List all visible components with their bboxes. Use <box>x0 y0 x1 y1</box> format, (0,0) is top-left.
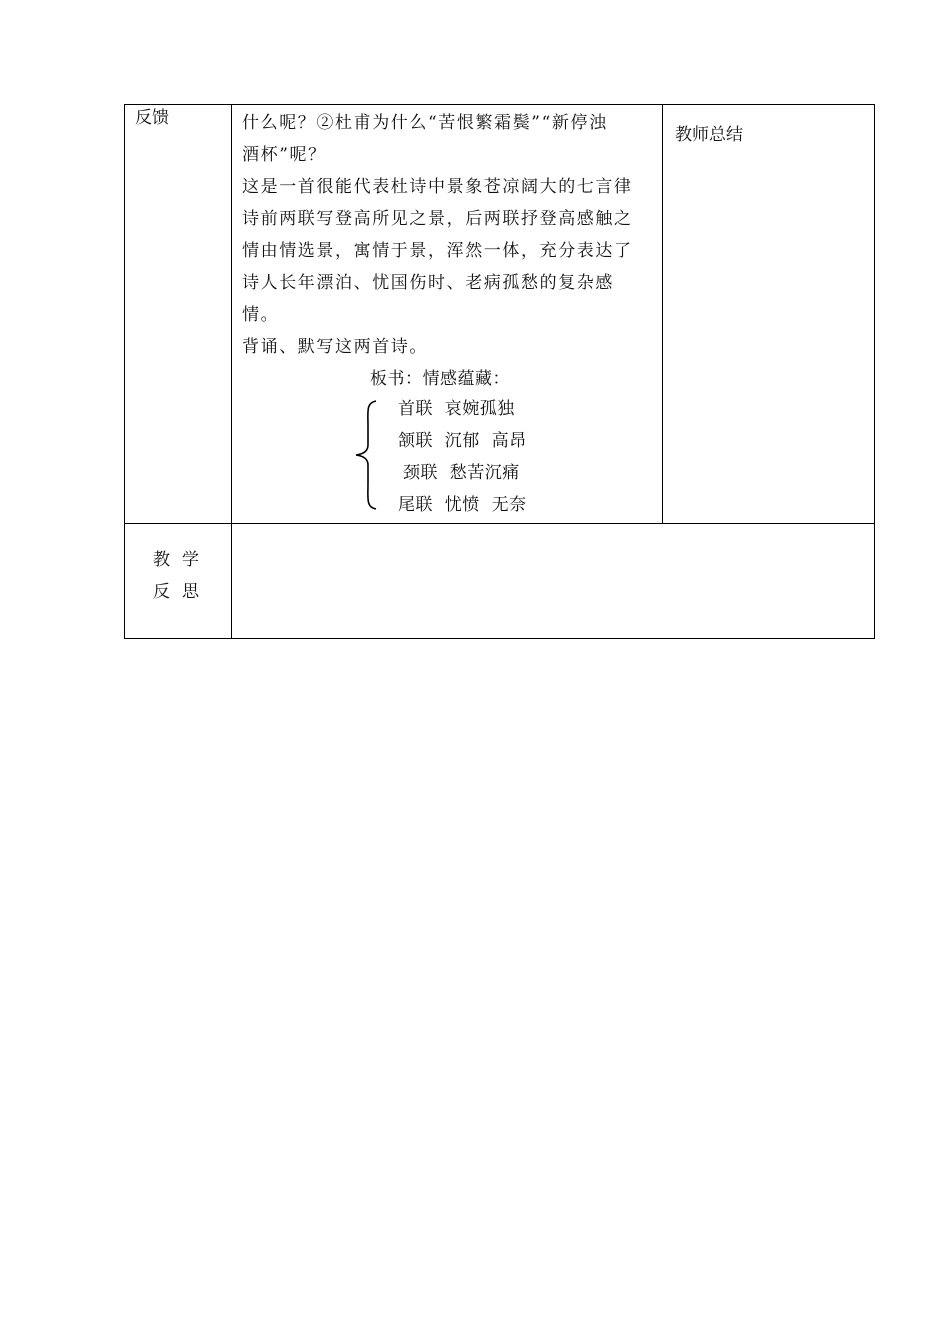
reflection-content-cell <box>232 524 875 639</box>
feedback-label-cell <box>125 105 232 524</box>
reflection-label-cell <box>125 524 232 639</box>
reflection-label <box>125 524 231 608</box>
content-line: 情。 <box>242 305 280 325</box>
blackboard-outline <box>242 363 652 513</box>
content-line: 情由情选景，寓情于景，浑然一体，充分表达了 <box>242 241 633 261</box>
reflection-label-line2: 反思 <box>153 582 211 602</box>
feedback-label: 反馈 <box>135 108 169 128</box>
reflection-label-line1: 教学 <box>153 550 211 570</box>
feedback-content-cell <box>232 105 663 524</box>
content-line: 背诵、默写这两首诗。 <box>242 337 428 357</box>
content-line: 什么呢？②杜甫为什么“苦恨繁霜鬓”“新停浊 <box>242 113 608 133</box>
lesson-table <box>124 104 875 639</box>
curly-brace-icon <box>352 399 382 511</box>
reflection-row <box>125 524 875 639</box>
board-item: 首联 哀婉孤独 <box>398 399 515 419</box>
teacher-note-cell <box>663 105 875 524</box>
content-line: 诗人长年漂泊、忧国伤时、老病孤愁的复杂感 <box>242 273 614 293</box>
teacher-summary: 教师总结 <box>675 125 743 145</box>
content-line: 诗前两联写登高所见之景，后两联抒登高感触之 <box>242 209 633 229</box>
board-item: 颈联 愁苦沉痛 <box>403 463 520 483</box>
feedback-content <box>232 105 662 513</box>
feedback-row <box>125 105 875 524</box>
board-title: 板书：情感蕴藏： <box>370 369 510 389</box>
board-item: 尾联 忧愤 无奈 <box>398 495 527 515</box>
board-item: 颔联 沉郁 高昂 <box>398 431 527 451</box>
content-line: 酒杯”呢？ <box>242 145 327 165</box>
content-line: 这是一首很能代表杜诗中景象苍凉阔大的七言律 <box>242 177 633 197</box>
